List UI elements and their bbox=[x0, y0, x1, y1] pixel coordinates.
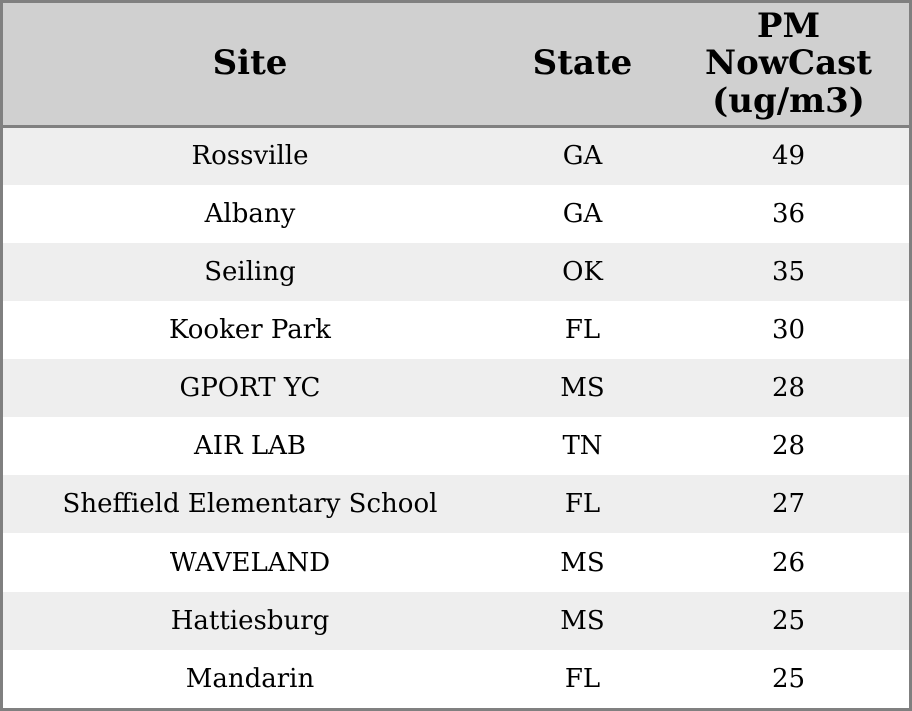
pm-value-cell: 28 bbox=[771, 373, 806, 404]
state-cell: TN bbox=[562, 431, 603, 462]
pm-value-cell: 25 bbox=[771, 663, 806, 694]
pm-value-cell: 27 bbox=[771, 489, 806, 520]
state-cell: OK bbox=[562, 256, 603, 287]
pm-value-cell: 30 bbox=[771, 314, 806, 345]
table-body bbox=[3, 127, 909, 709]
state-cell: GA bbox=[562, 141, 603, 172]
pm-value-cell: 28 bbox=[771, 431, 806, 462]
column-header-site: Site bbox=[3, 3, 497, 127]
state-cell: MS bbox=[560, 605, 605, 636]
pm-value-cell: 36 bbox=[771, 198, 806, 229]
site-cell: Albany bbox=[204, 198, 296, 229]
table-row bbox=[3, 475, 909, 533]
header-row bbox=[3, 3, 909, 127]
site-cell: Kooker Park bbox=[169, 314, 331, 345]
state-cell: MS bbox=[560, 547, 605, 578]
table-row bbox=[3, 127, 909, 185]
site-cell: WAVELAND bbox=[169, 547, 331, 578]
table-header bbox=[3, 3, 909, 127]
state-cell: FL bbox=[564, 489, 601, 520]
state-cell: FL bbox=[564, 314, 601, 345]
state-cell: MS bbox=[560, 373, 605, 404]
table-row bbox=[3, 417, 909, 475]
site-cell: GPORT YC bbox=[179, 373, 321, 404]
column-header-pm-nowcast bbox=[668, 3, 909, 127]
table-row bbox=[3, 592, 909, 650]
pm-value-cell: 35 bbox=[771, 256, 806, 287]
table-row bbox=[3, 650, 909, 708]
site-cell: Sheffield Elementary School bbox=[62, 489, 438, 520]
table-row bbox=[3, 243, 909, 301]
site-cell: AIR LAB bbox=[193, 431, 307, 462]
pm-nowcast-data-table bbox=[3, 3, 909, 708]
table-row bbox=[3, 301, 909, 359]
pm-nowcast-header-label: PM NowCast (ug/m3) bbox=[705, 5, 872, 121]
table-row bbox=[3, 185, 909, 243]
site-cell: Seiling bbox=[204, 256, 296, 287]
state-cell: GA bbox=[562, 198, 603, 229]
pm-value-cell: 25 bbox=[771, 605, 806, 636]
pm-value-cell: 26 bbox=[771, 547, 806, 578]
state-cell: FL bbox=[564, 663, 601, 694]
site-cell: Hattiesburg bbox=[170, 605, 330, 636]
site-cell: Rossville bbox=[191, 141, 309, 172]
column-header-state: State bbox=[497, 3, 668, 127]
site-cell: Mandarin bbox=[185, 663, 315, 694]
table-row bbox=[3, 359, 909, 417]
table-row bbox=[3, 533, 909, 591]
pm-value-cell: 49 bbox=[771, 141, 806, 172]
